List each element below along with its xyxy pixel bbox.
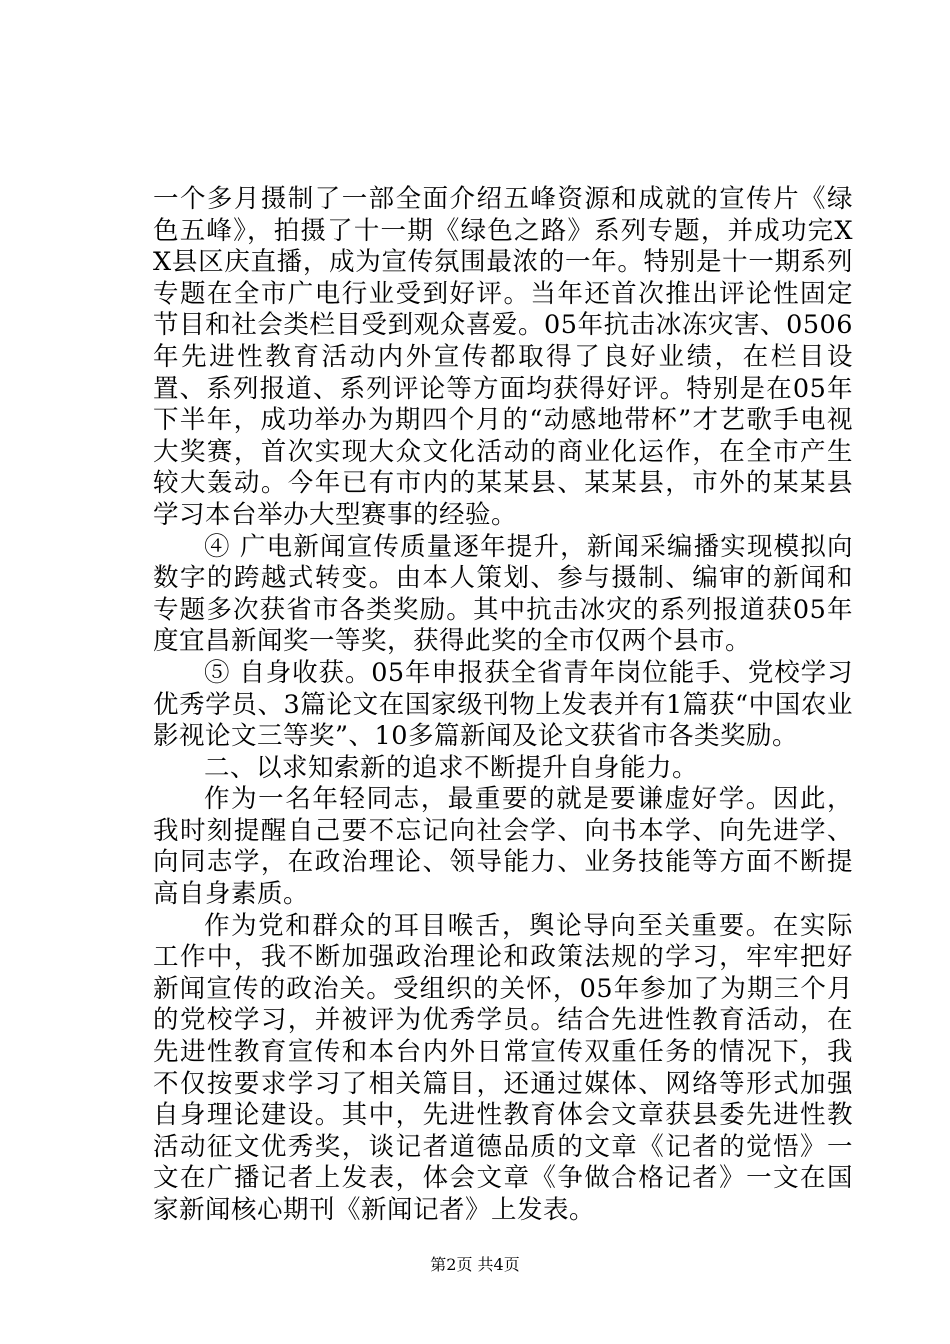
- paragraph-political-theory: 作为党和群众的耳目喉舌，舆论导向至关重要。在实际工作中，我不断加强政治理论和政策法规的学习，牢牢把好新闻宣传的政治关。受组织的关怀，05年参加了为期三个月的党校学习，并被评为优秀学员。结合先进性教育活动，在先进性教育宣传和本台内外日常宣传双重任务的情况下，我不仅按要求学习了相关篇目，还通过媒体、网络等形式加强自身理论建设。其中，先进性教育体会文章获县委先进性教活动征文优秀奖，谈记者道德品质的文章《记者的觉悟》一文在广播记者上发表，体会文章《争做合格记者》一文在国家新闻核心期刊《新闻记者》上发表。: [153, 910, 853, 1225]
- section-heading-2: 二、以求知索新的追求不断提升自身能力。: [204, 752, 699, 783]
- paragraph-continuation: 一个多月摄制了一部全面介绍五峰资源和成就的宣传片《绿色五峰》，拍摄了十一期《绿色之路》系列专题，并成功完XX县区庆直播，成为宣传氛围最浓的一年。特别是十一期系列专题在全市广电行业受到好评。当年还首次推出评论性固定节目和社会类栏目受到观众喜爱。05年抗击冰冻灾害、0506年先进性教育活动内外宣传都取得了良好业绩，在栏目设置、系列报道、系列评论等方面均获得好评。特别是在05年下半年，成功举办为期四个月的“动感地带杯”才艺歌手电视大奖赛，首次实现大众文化活动的商业化运作，在全市产生较大轰动。今年已有市内的某某县、某某县，市外的某某县学习本台举办大型赛事的经验。: [153, 184, 853, 530]
- page-number: 第2页 共4页: [430, 1255, 520, 1274]
- paragraph-item-5: ⑤ 自身收获。05年申报获全省青年岗位能手、党校学习优秀学员、3篇论文在国家级刊物上发表并有1篇获“中国农业影视论文三等奖”、10多篇新闻及论文获省市各类奖励。: [153, 657, 853, 752]
- paragraph-item-4: ④ 广电新闻宣传质量逐年提升，新闻采编播实现模拟向数字的跨越式转变。由本人策划、参与摄制、编审的新闻和专题多次获省市各类奖励。其中抗击冰灾的系列报道获05年度宜昌新闻奖一等奖，获得此奖的全市仅两个县市。: [153, 531, 853, 657]
- document-body: [153, 184, 853, 1227]
- page-footer: [0, 1255, 950, 1275]
- paragraph-modest-learning: 作为一名年轻同志，最重要的就是要谦虚好学。因此，我时刻提醒自己要不忘记向社会学、向书本学、向先进学、向同志学，在政治理论、领导能力、业务技能等方面不断提高自身素质。: [153, 784, 853, 910]
